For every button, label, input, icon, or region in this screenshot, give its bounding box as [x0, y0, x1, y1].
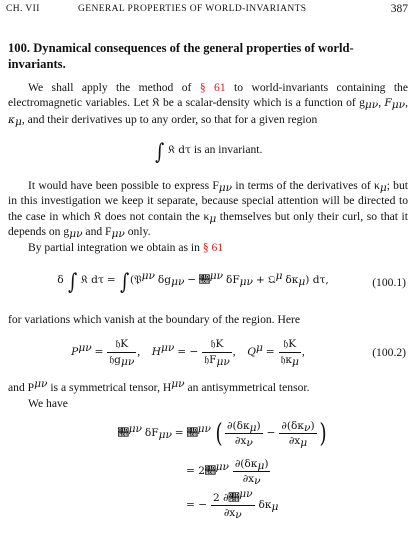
- eq2-P-den: 𝔥g: [109, 354, 121, 366]
- eq1-term2: 𝔋: [199, 274, 210, 286]
- eq3-f4-num: 2 ∂𝔋: [213, 492, 240, 504]
- invariant-text: is an invariant.: [193, 143, 263, 156]
- p2-text-f: only.: [127, 225, 151, 239]
- eq1-integral-lhs: ∫: [67, 270, 77, 295]
- paragraph-1: We shall apply the method of § 61 to world-invariants containing the electromagnetic variables. Let 𝔎 be a scalar-density which is a function of $g_{\mu\nu}$, $F_{\mu\nu}$, $\kappa_\mu$, and their derivatives up to any order, so that for a given region: [8, 81, 409, 128]
- p2-text-d: themselves but only their curl, so that it depends on g: [8, 209, 408, 239]
- p2-text-c: ; but in this investigation we keep it separate, because special attention will be directed to the case in which 𝔎 does not contain the κ: [8, 179, 408, 223]
- section-number: 100.: [8, 41, 31, 55]
- eq3-lhs-b: δF: [144, 427, 159, 440]
- eq3-line3-eq: = −: [186, 499, 208, 512]
- eq2-number: (100.2): [372, 346, 406, 359]
- p1-text-b: to world-invariants containing the electromagnetic variables. Let 𝔎 be a scalar-density which is a function of g: [8, 81, 408, 110]
- paragraph-6: [8, 396, 408, 411]
- eq2-H: H: [151, 346, 162, 359]
- eq2-H-num: 𝔥K: [210, 338, 224, 350]
- eq2-H-fraction: $\frac{\text{𝔥K}}{𝔥F_{\mu\nu}}$: [204, 338, 230, 368]
- eq2-Q-fraction: $\frac{\text{𝔥K}}{𝔥\kappa_\mu}$: [280, 338, 299, 368]
- eq2-Q-num: 𝔥K: [283, 338, 297, 350]
- p1-text-a: We shall apply the method of: [28, 81, 192, 94]
- eq3-frac-4: $\frac{2 \partial𝔋^{\mu\nu}}{\partial x_\nu}$: [213, 488, 253, 521]
- integral-sign: ∫: [154, 140, 164, 165]
- eq3-f1-den: ∂x: [234, 435, 247, 447]
- eq2-Q: Q: [247, 346, 256, 359]
- invariant-expr: 𝔎 dτ: [167, 144, 191, 156]
- p6-text: We have: [28, 397, 68, 410]
- p5-text-c: an antisymmetrical tensor.: [187, 381, 310, 394]
- eq3-minus: −: [266, 427, 276, 440]
- eq3-line-3: = − $\frac{2 \partial𝔋^{\mu\nu}}{\partial x_\nu}$ $\delta\kappa_\mu$: [186, 488, 279, 521]
- eq3-line-1: 𝔋$^{\mu\nu}$ $\delta F_{\mu\nu}$ = 𝔋$^{\mu\nu}$ ( $\frac{\partial(\delta\kappa_\mu)}{\partial x_\nu}$ − $\frac{\partial(\delta\kappa_\nu)}{\partial x_\mu}$ ): [118, 418, 327, 449]
- paragraph-4: [8, 312, 408, 327]
- eq3-f4-den: ∂x: [223, 507, 236, 519]
- paragraph-2: It would have been possible to express $F_{\mu\nu}$ in terms of the derivatives of $\kappa_\mu$; but in this investigation we keep it separate, because special attention will be directed to the case in which 𝔎 does not contain the $\kappa_\mu$ themselves but only their curl, so that it depends on $g_{\mu\nu}$ and $F_{\mu\nu}$ only.: [8, 179, 408, 241]
- paragraph-5: and $P^{\mu\nu}$ is a symmetrical tensor, $H^{\mu\nu}$ an antisymmetrical tensor.: [8, 378, 310, 394]
- eq2-Q-den: 𝔥κ: [280, 354, 293, 366]
- eq3-lhs: 𝔋: [118, 427, 129, 440]
- running-title: GENERAL PROPERTIES OF WORLD-INVARIANTS: [78, 4, 307, 14]
- eq3-f1-num: ∂(δκ: [227, 420, 250, 432]
- eq3-f3-num: ∂(δκ: [234, 458, 258, 470]
- p2-text-b: in terms of the derivatives of κ: [235, 179, 380, 192]
- equation-100-2: $P^{\mu\nu}$ = $\frac{\text{𝔥K}}{𝔥g_{\mu\nu}}$ , $H^{\mu\nu}$ = − $\frac{\text{𝔥K}}{𝔥F_{\mu\nu}}$ , $Q^\mu$ = $\frac{\text{𝔥K}}{𝔥\kappa_\mu}$ , (100.2): [71, 338, 406, 368]
- eq1-minus: −: [187, 274, 197, 286]
- eq3-frac-3: $\frac{\partial(\delta\kappa_\mu)}{\partial x_\nu}$: [234, 458, 269, 487]
- p1-text-c: and their derivatives up to any order, so that for a given region: [27, 112, 318, 126]
- eq2-P: P: [71, 346, 79, 359]
- chapter-label: CH. VII: [6, 4, 40, 14]
- eq1-open-paren: (: [129, 274, 135, 286]
- section-title-text: Dynamical consequences of the general properties of world-invariants.: [8, 41, 354, 71]
- eq3-line2-eq: = 2𝔋: [186, 465, 216, 478]
- eq1-plus: +: [255, 274, 265, 286]
- eq3-frac-1: $\frac{\partial(\delta\kappa_\mu)}{\partial x_\nu}$: [227, 420, 261, 449]
- eq1-number: (100.1): [372, 276, 406, 289]
- page-number: 387: [390, 3, 408, 15]
- eq1-close: ) dτ,: [305, 274, 329, 286]
- p2-text-e: and F: [85, 225, 112, 239]
- eq1-integrand: 𝔎 dτ: [80, 274, 104, 286]
- eq3-f2-num: ∂(δκ: [281, 420, 305, 432]
- section-61-link[interactable]: § 61: [199, 81, 226, 94]
- equation-100-1: δ ∫ 𝔎 dτ = ∫(𝔓$^{\mu\nu}$ $\delta g_{\mu\nu}$ − 𝔋$^{\mu\nu}$ $\delta F_{\mu\nu}$ + 𝔔$^\mu$ $\delta\kappa_\mu$) dτ, (100.1): [57, 270, 406, 295]
- p4-text: for variations which vanish at the boundary of the region. Here: [8, 313, 301, 326]
- equation-block-3: [0, 416, 416, 546]
- p5-text-a: and P: [8, 381, 35, 394]
- eq3-frac-2: $\frac{\partial(\delta\kappa_\nu)}{\partial x_\mu}$: [281, 420, 315, 449]
- paragraph-3: [8, 240, 408, 255]
- p5-text-b: is a symmetrical tensor, H: [50, 381, 172, 394]
- eq2-H-den: 𝔥F: [204, 354, 217, 366]
- eq1-term3: 𝔔: [267, 274, 276, 286]
- eq2-P-fraction: $\frac{\text{𝔥K}}{𝔥g_{\mu\nu}}$: [109, 338, 135, 368]
- invariant-display: [0, 140, 416, 170]
- section-61-link-2[interactable]: § 61: [202, 241, 224, 254]
- eq1-delta: δ: [57, 274, 64, 286]
- eq3-line-2: = 2𝔋$^{\mu\nu}$ $\frac{\partial(\delta\kappa_\mu)}{\partial x_\nu}$: [186, 458, 269, 487]
- eq2-P-num: 𝔥K: [115, 338, 129, 350]
- eq1-equals: =: [106, 274, 116, 286]
- section-heading: [8, 40, 408, 72]
- running-head: [6, 4, 408, 18]
- eq3-f2-den: ∂x: [288, 435, 301, 447]
- eq3-line1-eq: = 𝔋: [174, 427, 198, 440]
- eq1-term1: 𝔓: [134, 274, 142, 286]
- eq1-term2b: δF: [225, 274, 240, 286]
- eq1-term3b: δκ: [285, 274, 299, 286]
- eq2-H-minus: = −: [177, 346, 199, 359]
- eq3-f3-den: ∂x: [242, 473, 255, 485]
- eq3-tail: δκ: [258, 499, 272, 512]
- p2-text-a: It would have been possible to express F: [28, 179, 219, 192]
- eq1-term1b: δg: [157, 274, 172, 286]
- eq1-integral-rhs: ∫: [119, 270, 129, 295]
- p3-text-a: By partial integration we obtain as in: [28, 241, 200, 254]
